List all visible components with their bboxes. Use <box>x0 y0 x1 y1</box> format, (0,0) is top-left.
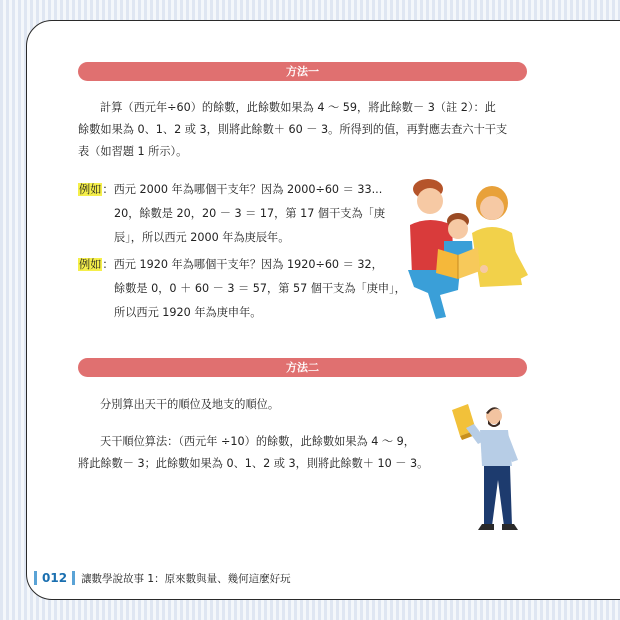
method-1-title: 方法一 <box>286 65 319 78</box>
man-holding-book-illustration <box>448 400 528 532</box>
method-2-banner <box>78 358 527 377</box>
footer-bar-left <box>34 571 37 585</box>
example-text: 辰」，所以西元 2000 年為庚辰年。 <box>114 231 290 244</box>
example-text: ：西元 2000 年為哪個干支年？因為 2000÷60 ＝ 33... <box>102 183 383 196</box>
family-reading-illustration <box>400 175 530 325</box>
paragraph-line: 餘數如果為 0、1、2 或 3，則將此餘數＋ 60 － 3。所得到的值，再對應去查六十干支 <box>78 123 508 136</box>
example-label: 例如 <box>79 258 102 271</box>
page-footer <box>34 570 291 586</box>
paragraph-line: 將此餘數－ 3；此餘數如果為 0、1、2 或 3，則將此餘數＋ 10 － 3。 <box>78 457 429 470</box>
book-title: 讓數學說故事 1：原來數與量、幾何這麼好玩 <box>81 572 291 585</box>
example-text: 餘數是 0，0 ＋ 60 － 3 ＝ 57，第 57 個干支為「庚申」， <box>114 282 406 295</box>
footer-bar-right <box>72 571 75 585</box>
paragraph-line: 天干順位算法：（西元年 ÷10）的餘數，此餘數如果為 4 ～ 9， <box>100 435 415 448</box>
example-label: 例如 <box>79 183 102 196</box>
example-text: 所以西元 1920 年為庚申年。 <box>114 306 262 319</box>
method-1-banner <box>78 62 527 81</box>
paragraph-line: 計算（西元年÷60）的餘數，此餘數如果為 4 ～ 59，將此餘數－ 3（註 2）：此 <box>100 101 496 114</box>
method-1-paragraph <box>78 97 530 163</box>
example-2 <box>78 253 406 325</box>
paragraph-line: 分別算出天干的順位及地支的順位。 <box>100 398 280 411</box>
paragraph-line: 表（如習題 1 所示）。 <box>78 145 188 158</box>
example-text: ：西元 1920 年為哪個干支年？因為 1920÷60 ＝ 32， <box>102 258 383 271</box>
page-number: 012 <box>42 571 68 585</box>
method-2-title: 方法二 <box>286 361 319 374</box>
example-text: 20，餘數是 20，20 － 3 ＝ 17，第 17 個干支為「庚 <box>114 207 386 220</box>
example-1 <box>78 178 398 250</box>
